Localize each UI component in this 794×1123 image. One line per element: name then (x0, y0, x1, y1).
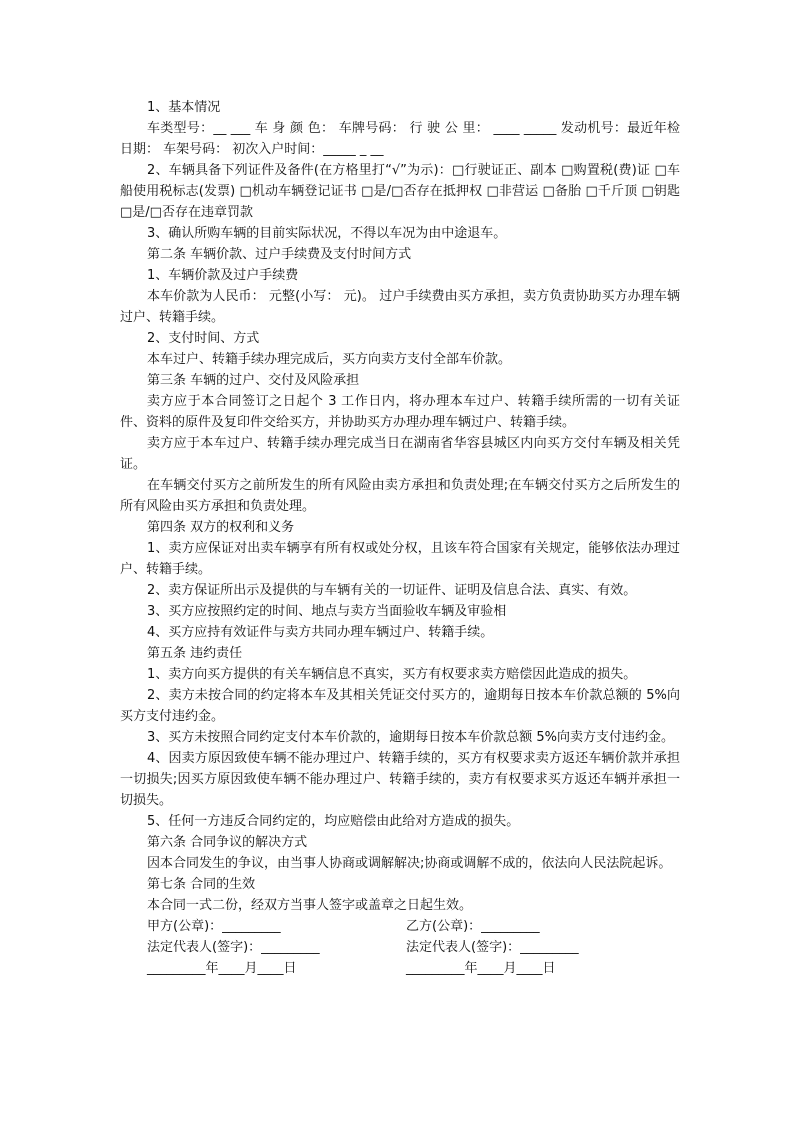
party-a-date: _________年____月____日 (147, 961, 297, 976)
clause-paragraph: 卖方应于本合同签订之日起个 3 工作日内，将办理本车过户、转籍手续所需的一切有关证件、资料的原件及复印件交给买方，并协助买方办理办理车辆过户、转籍手续。 (120, 394, 680, 430)
article-heading: 第六条 合同争议的解决方式 (147, 835, 308, 850)
article-heading: 第七条 合同的生效 (147, 877, 256, 892)
party-b-representative: 法定代表人(签字)：_________ (406, 940, 579, 955)
clause-paragraph: 本车过户、转籍手续办理完成后，买方向卖方支付全部车价款。 (147, 352, 512, 367)
clause-paragraph: 3、买方应按照约定的时间、地点与卖方当面验收车辆及审验相 (147, 604, 507, 619)
vehicle-info-line: 车类型号：__ ___ 车 身 颜 色： 车牌号码： 行 驶 公 里： ____ _____ 发动机号：最近年检日期： 车架号码： 初次入户时间：_____ _ __ (120, 121, 680, 157)
article-heading: 第二条 车辆价款、过户手续费及支付时间方式 (147, 247, 412, 262)
clause-paragraph: 本合同一式二份，经双方当事人签字或盖章之日起生效。 (147, 898, 473, 913)
signature-row-date (120, 958, 680, 979)
clause-paragraph: 2、卖方保证所出示及提供的与车辆有关的一切证件、证明及信息合法、真实、有效。 (147, 583, 637, 598)
article-heading: 第五条 违约责任 (147, 646, 243, 661)
party-b-date: _________年____月____日 (406, 961, 556, 976)
clause-paragraph: 2、支付时间、方式 (147, 331, 260, 346)
clause-paragraph: 在车辆交付买方之前所发生的所有风险由卖方承担和负责处理;在车辆交付买方之后所发生的所有风险由买方承担和负责处理。 (120, 478, 680, 514)
clause-paragraph: 2、卖方未按合同的约定将本车及其相关凭证交付买方的，逾期每日按本车价款总额的 5%向买方支付违约金。 (120, 688, 680, 724)
contract-body (120, 97, 685, 979)
clause-paragraph: 卖方应于本车过户、转籍手续办理完成当日在湖南省华容县城区内向买方交付车辆及相关凭证。 (120, 436, 680, 472)
article-heading: 第三条 车辆的过户、交付及风险承担 (147, 373, 360, 388)
clause-paragraph: 4、买方应持有效证件与卖方共同办理车辆过户、转籍手续。 (147, 625, 494, 640)
clause-paragraph: 1、卖方向买方提供的有关车辆信息不真实，买方有权要求卖方赔偿因此造成的损失。 (147, 667, 637, 682)
party-a-seal: 甲方(公章)：_________ (147, 919, 281, 934)
clause-paragraph: 1、卖方应保证对出卖车辆享有所有权或处分权，且该车符合国家有关规定，能够依法办理过户、转籍手续。 (120, 541, 680, 577)
clause-paragraph: 1、车辆价款及过户手续费 (147, 268, 299, 283)
section-basic-info: 1、基本情况 (147, 100, 221, 115)
clause-paragraph: 3、买方未按照合同约定支付本车价款的，逾期每日按本车价款总额 5%向卖方支付违约金。 (147, 730, 675, 745)
clause-paragraph: 本车价款为人民币： 元整(小写： 元)。 过户手续费由买方承担，卖方负责协助买方办理车辆过户、转籍手续。 (120, 289, 680, 325)
party-b-seal: 乙方(公章)：_________ (406, 919, 540, 934)
clause-paragraph: 4、因卖方原因致使车辆不能办理过户、转籍手续的，买方有权要求卖方返还车辆价款并承担一切损失;因买方原因致使车辆不能办理过户、转籍手续的，卖方有权要求买方返还车辆并承担一切损失。 (120, 751, 680, 808)
clause-paragraph: 3、确认所购车辆的目前实际状况，不得以车况为由中途退车。 (147, 226, 507, 241)
documents-checklist: 2、车辆具备下列证件及备件(在方格里打“√”为示)：□行驶证正、副本 □购置税(费)证 □车船使用税标志(发票) □机动车辆登记证书 □是/□否存在抵押权 □非营运 □备胎 □千斤顶 □钥匙 □是/□否存在违章罚款 (120, 163, 685, 220)
clause-paragraph: 5、任何一方违反合同约定的，均应赔偿由此给对方造成的损失。 (147, 814, 520, 829)
signature-row-representative (120, 937, 680, 958)
clause-paragraph: 因本合同发生的争议，由当事人协商或调解解决;协商或调解不成的，依法向人民法院起诉。 (147, 856, 672, 871)
signature-row-seal (120, 916, 680, 937)
article-heading: 第四条 双方的权利和义务 (147, 520, 295, 535)
party-a-representative: 法定代表人(签字)：_________ (147, 940, 320, 955)
